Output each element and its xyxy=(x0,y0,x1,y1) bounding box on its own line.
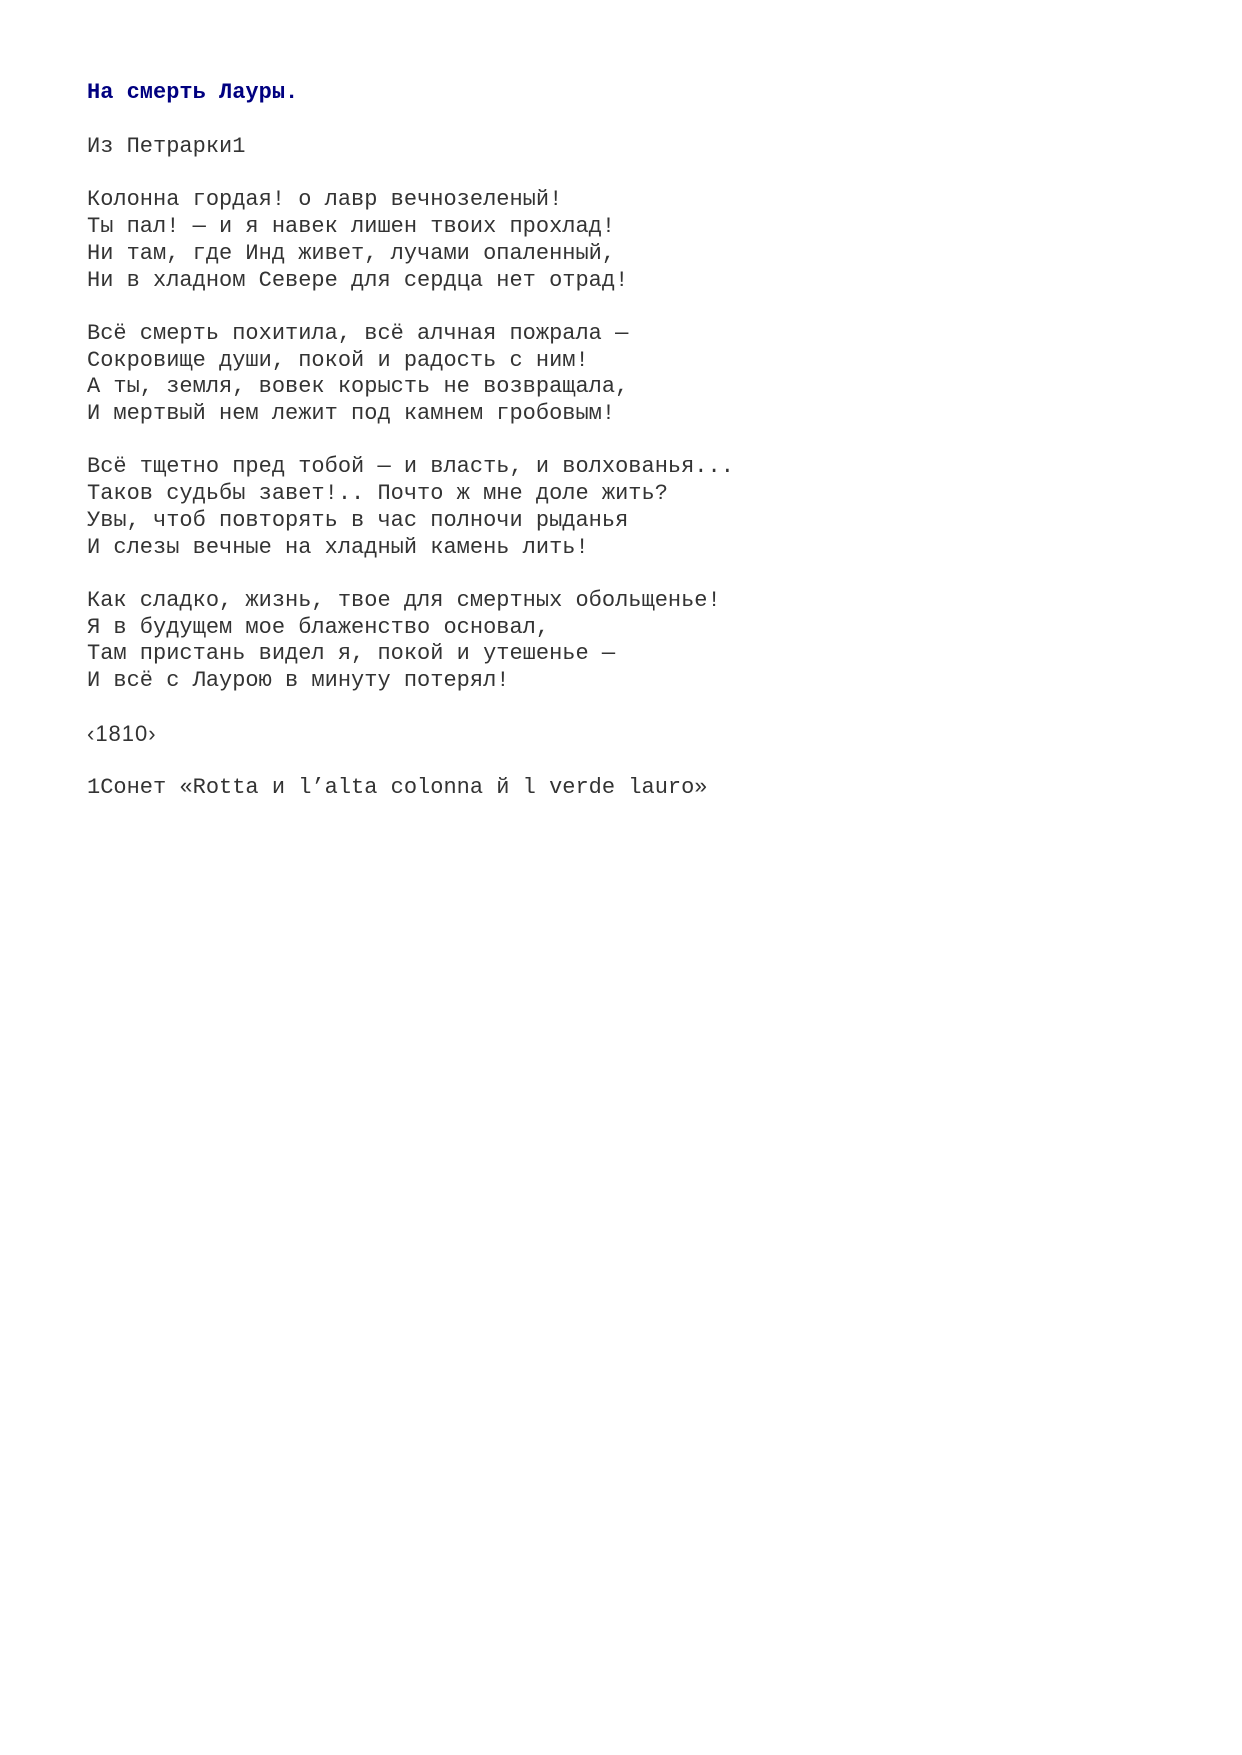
document-page xyxy=(87,80,1187,802)
poem-line: Таков судьбы завет!.. Почто ж мне доле жить? xyxy=(87,481,668,507)
poem-line: Как сладко, жизнь, твое для смертных обольщенье! xyxy=(87,587,721,613)
poem-date: ‹1810› xyxy=(87,721,157,747)
poem-line: Ты пал! — и я навек лишен твоих прохлад! xyxy=(87,214,616,240)
stanza-1 xyxy=(87,187,1187,294)
poem-line: Увы, чтоб повторять в час полночи рыданья xyxy=(87,507,629,533)
poem-line: Я в будущем мое блаженство основал, xyxy=(87,614,550,640)
stanza-4 xyxy=(87,588,1187,695)
poem-line: Всё тщетно пред тобой — и власть, и волхованья... xyxy=(87,454,734,480)
poem-line: Там пристань видел я, покой и утешенье — xyxy=(87,641,616,667)
footnote: 1Сонет «Rotta и l’alta colonna й l verde lauro» xyxy=(87,775,708,801)
stanza-3 xyxy=(87,454,1187,561)
poem-line: И всё с Лаурою в минуту потерял! xyxy=(87,668,510,694)
poem-line: А ты, земля, вовек корысть не возвращала, xyxy=(87,374,629,400)
poem-line: Всё смерть похитила, всё алчная пожрала — xyxy=(87,320,629,346)
poem-line: Сокровище души, покой и радость с ним! xyxy=(87,347,589,373)
poem-title: На смерть Лауры. xyxy=(87,80,299,105)
poem-line: Колонна гордая! о лавр вечнозеленый! xyxy=(87,187,563,213)
poem-line: Ни в хладном Севере для сердца нет отрад! xyxy=(87,267,629,293)
poem-line: И мертвый нем лежит под камнем гробовым! xyxy=(87,401,616,427)
poem-line: И слезы вечные на хладный камень лить! xyxy=(87,534,589,560)
poem-line: Ни там, где Инд живет, лучами опаленный, xyxy=(87,240,616,266)
stanza-2 xyxy=(87,321,1187,428)
poem-subtitle: Из Петрарки1 xyxy=(87,133,246,159)
